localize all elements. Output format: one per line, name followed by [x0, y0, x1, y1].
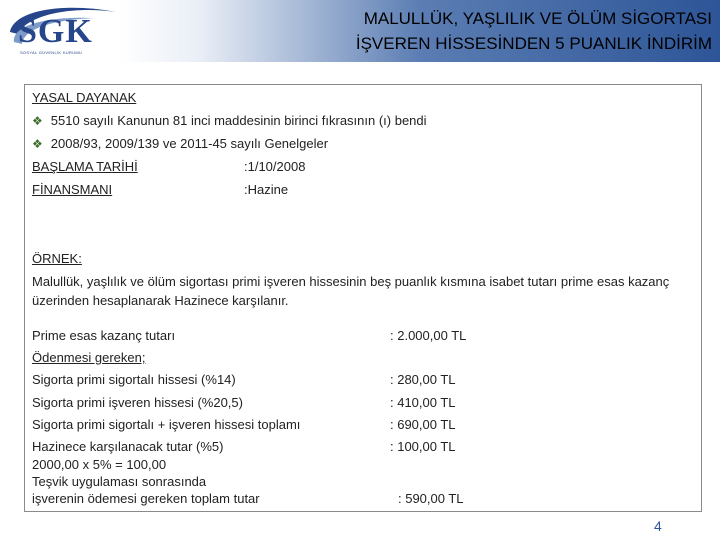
calc-label-treasury-amount: Hazinece karşılanacak tutar (%5) — [32, 439, 224, 454]
calc-value-employer-total: : 590,00 TL — [398, 491, 464, 506]
legal-bullet-2-text: 2008/93, 2009/139 ve 2011-45 sayılı Genelgeler — [50, 136, 329, 151]
start-date-label: BAŞLAMA TARİHİ — [32, 159, 138, 174]
legal-bullet-2 — [32, 136, 328, 152]
calc-label-employer-share: Sigorta primi işveren hissesi (%20,5) — [32, 395, 243, 410]
calc-label-base-earnings: Prime esas kazanç tutarı — [32, 328, 176, 343]
example-heading: ÖRNEK: — [32, 251, 82, 266]
diamond-bullet-icon: ❖ — [32, 114, 43, 128]
title-line-2: İŞVEREN HİSSESİNDEN 5 PUANLIK İNDİRİM — [355, 34, 712, 53]
legal-basis-heading: YASAL DAYANAK — [32, 90, 137, 105]
calc-value-treasury-amount: : 100,00 TL — [390, 439, 456, 454]
financing-value: :Hazine — [244, 182, 289, 197]
calc-formula: 2000,00 x 5% = 100,00 — [32, 457, 167, 472]
logo-text: SGK — [18, 13, 93, 50]
legal-bullet-1-text: 5510 sayılı Kanunun 81 inci maddesinin birinci fıkrasının (ı) bendi — [50, 113, 427, 128]
financing-label: FİNANSMANI — [32, 182, 113, 197]
header-banner — [0, 0, 720, 62]
page-title — [192, 6, 712, 56]
calc-label-after-incentive: Teşvik uygulaması sonrasında — [32, 474, 207, 489]
calc-value-employer-share: : 410,00 TL — [390, 395, 456, 410]
calc-label-insured-share: Sigorta primi sigortalı hissesi (%14) — [32, 372, 236, 387]
calc-value-base-earnings: : 2.000,00 TL — [390, 328, 467, 343]
calc-value-total-share: : 690,00 TL — [390, 417, 456, 432]
start-date-value: :1/10/2008 — [244, 159, 306, 174]
legal-bullet-1 — [32, 113, 427, 129]
page-number: 4 — [654, 518, 662, 534]
logo-subtitle: SOSYAL GÜVENLİK KURUMU — [20, 50, 83, 55]
title-line-1: MALULLÜK, YAŞLILIK VE ÖLÜM SİGORTASI — [363, 9, 712, 28]
calc-label-employer-total: işverenin ödemesi gereken toplam tutar — [32, 491, 260, 506]
calc-label-payable: Ödenmesi gereken; — [32, 350, 146, 365]
calc-label-total-share: Sigorta primi sigortalı + işveren hissesi toplamı — [32, 417, 301, 432]
example-paragraph: Malullük, yaşlılık ve ölüm sigortası primi işveren hissesinin beş puanlık kısmına isabet tutarı prime esas kazanç üzerinden hesaplanarak Hazinece karşılanır. — [32, 274, 670, 308]
calc-value-insured-share: : 280,00 TL — [390, 372, 456, 387]
sgk-logo — [4, 2, 122, 60]
diamond-bullet-icon: ❖ — [32, 137, 43, 151]
